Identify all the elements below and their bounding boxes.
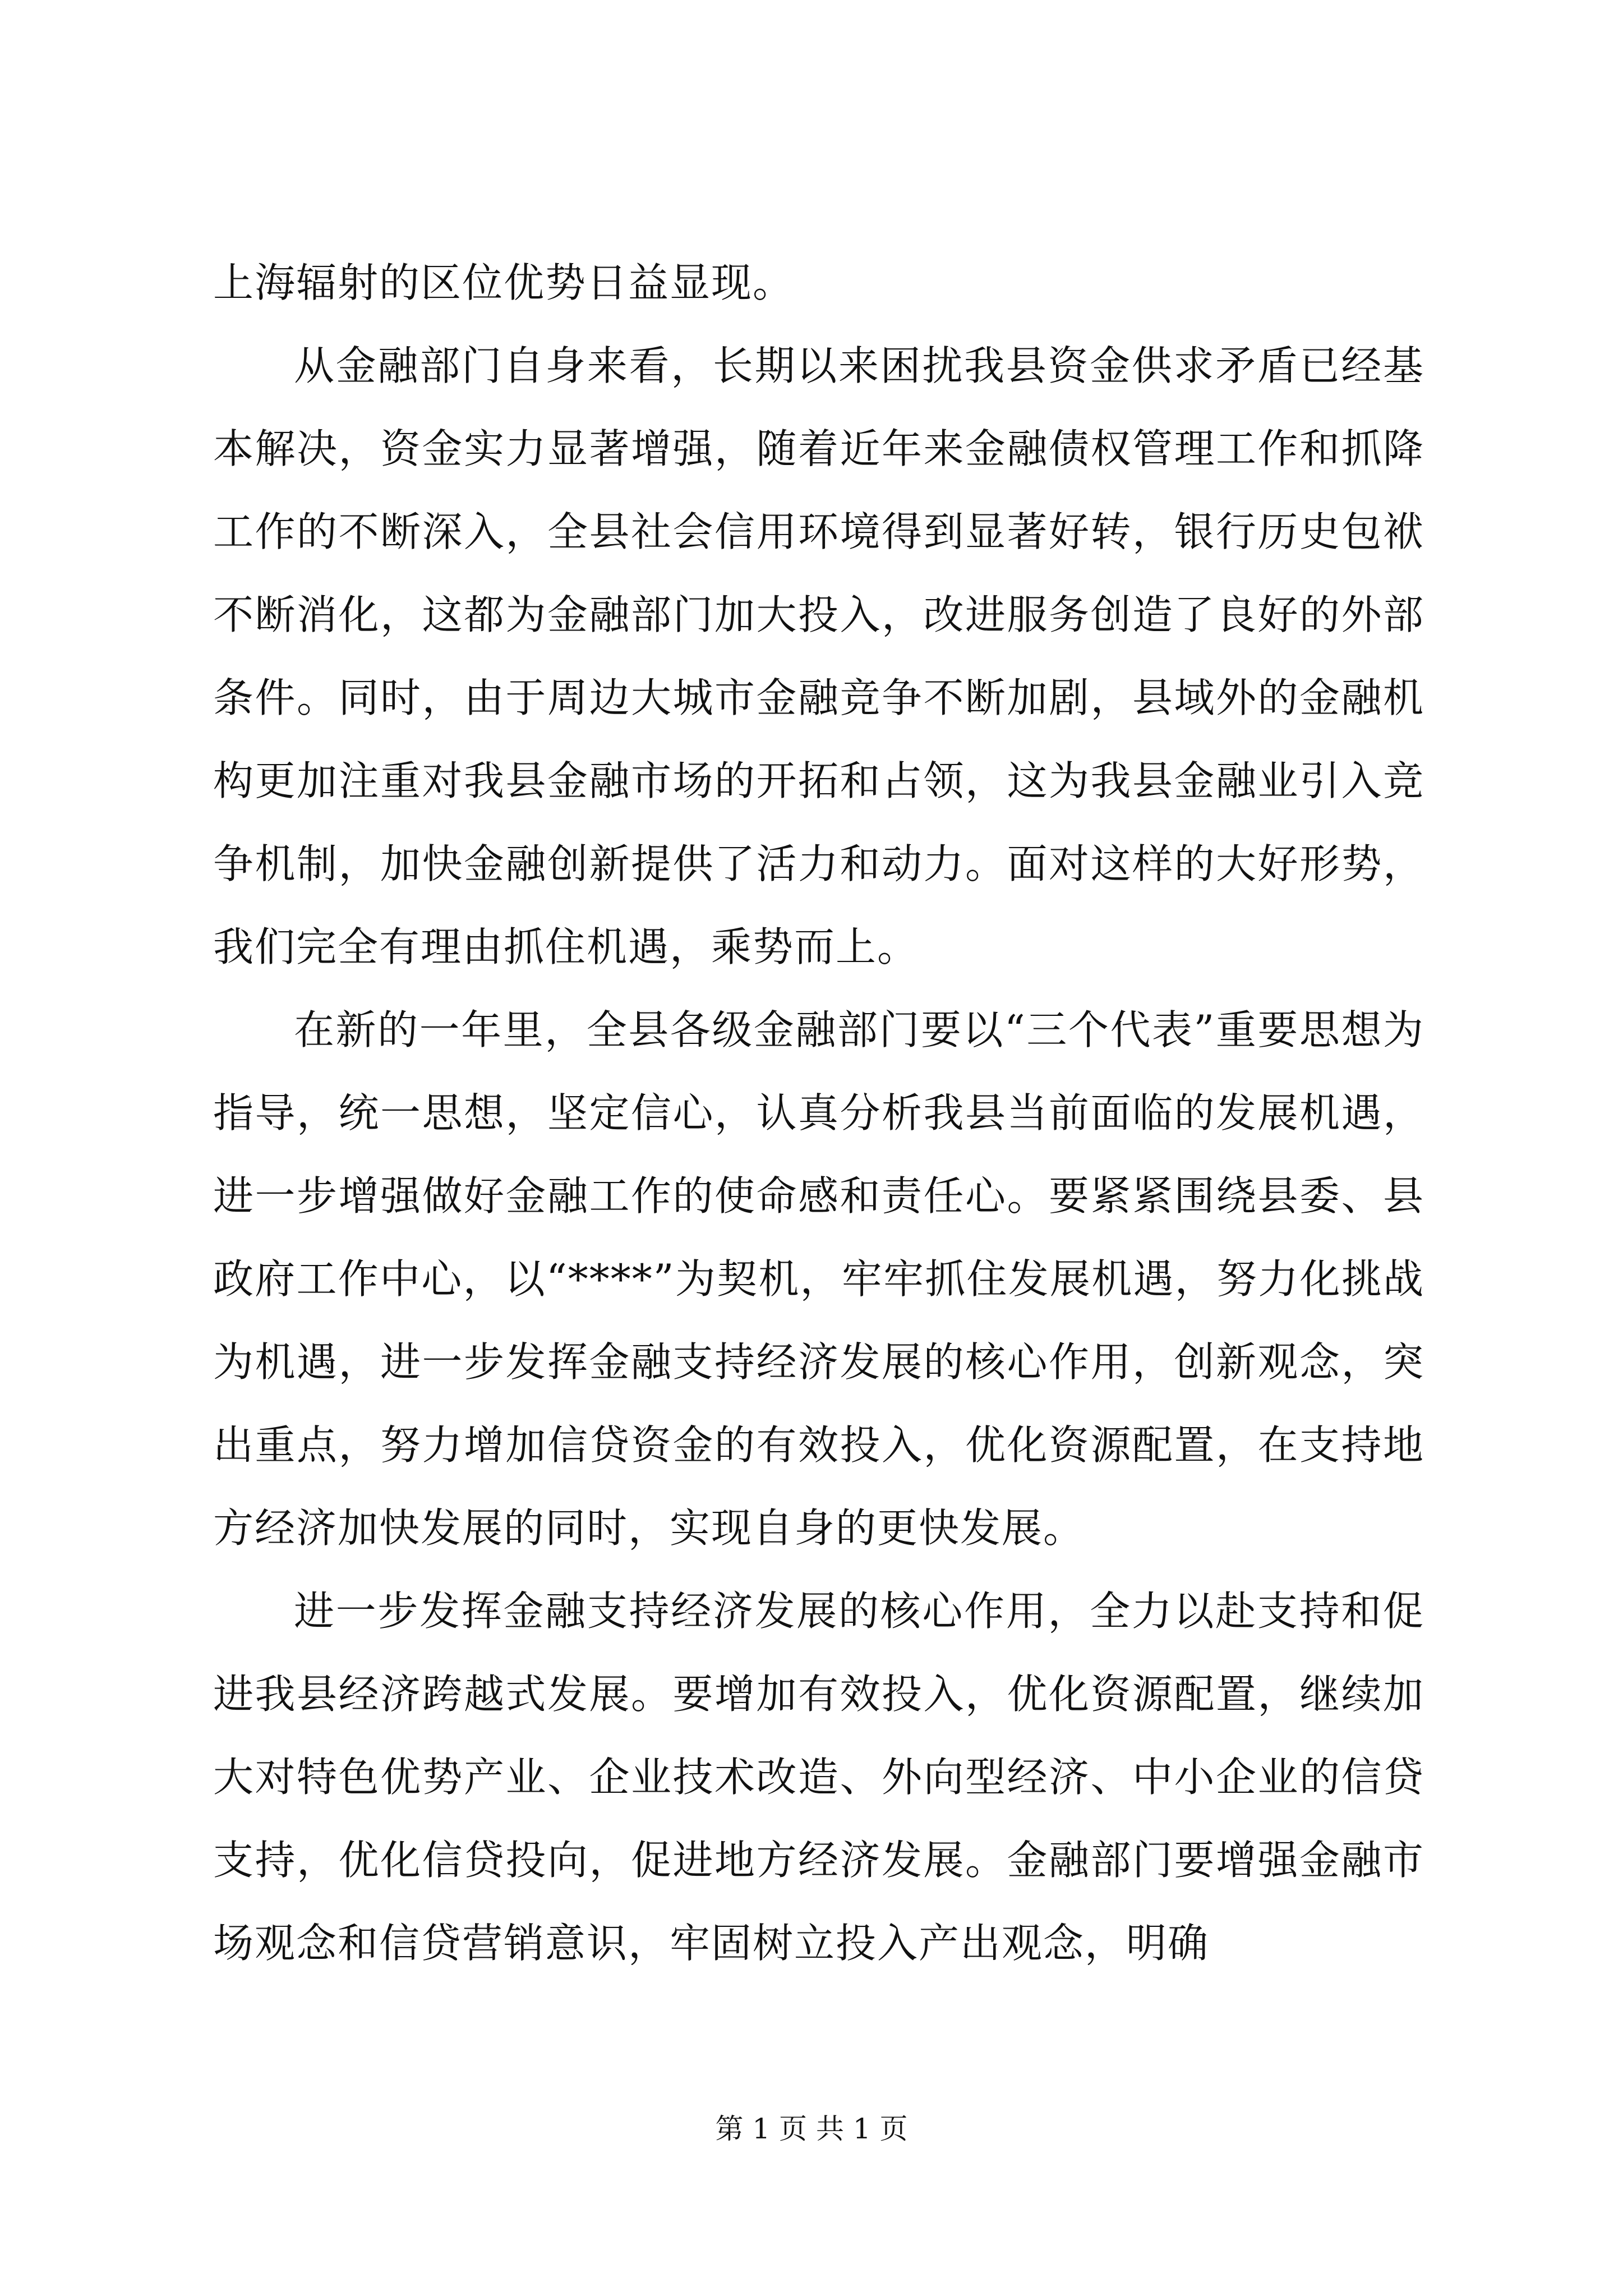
paragraph-3: 在新的一年里，全县各级金融部门要以“三个代表”重要思想为指导，统一思想，坚定信心，认真分析我县当前面临的发展机遇，进一步增强做好金融工作的使命感和责任心。要紧紧围绕县委、县政府工作中心，以“****”为契机，牢牢抓住发展机遇，努力化挑战为机遇，进一步发挥金融支持经济发展的核心作用，创新观念，突出重点，努力增加信贷资金的有效投入，优化资源配置，在支持地方经济加快发展的同时，实现自身的更快发展。 (213, 1006, 1424, 1552)
page-number-footer: 第 1 页 共 1 页 (715, 2113, 908, 2145)
paragraph-2: 从金融部门自身来看，长期以来困扰我县资金供求矛盾已经基本解决，资金实力显著增强，随着近年来金融债权管理工作和抓降工作的不断深入，全县社会信用环境得到显著好转，银行历史包袱不断消化，这都为金融部门加大投入，改进服务创造了良好的外部条件。同时，由于周边大城市金融竞争不断加剧，县域外的金融机构更加注重对我县金融市场的开拓和占领，这为我县金融业引入竞争机制，加快金融创新提供了活力和动力。面对这样的大好形势，我们完全有理由抓住机遇，乘势而上。 (213, 342, 1424, 970)
paragraph-1: 上海辐射的区位优势日益显现。 (213, 259, 795, 306)
paragraph-4: 进一步发挥金融支持经济发展的核心作用，全力以赴支持和促进我县经济跨越式发展。要增加有效投入，优化资源配置，继续加大对特色优势产业、企业技术改造、外向型经济、中小企业的信贷支持，优化信贷投向，促进地方经济发展。金融部门要增强金融市场观念和信贷营销意识，牢固树立投入产出观念，明确 (213, 1588, 1424, 1967)
document-body (213, 241, 1424, 1985)
